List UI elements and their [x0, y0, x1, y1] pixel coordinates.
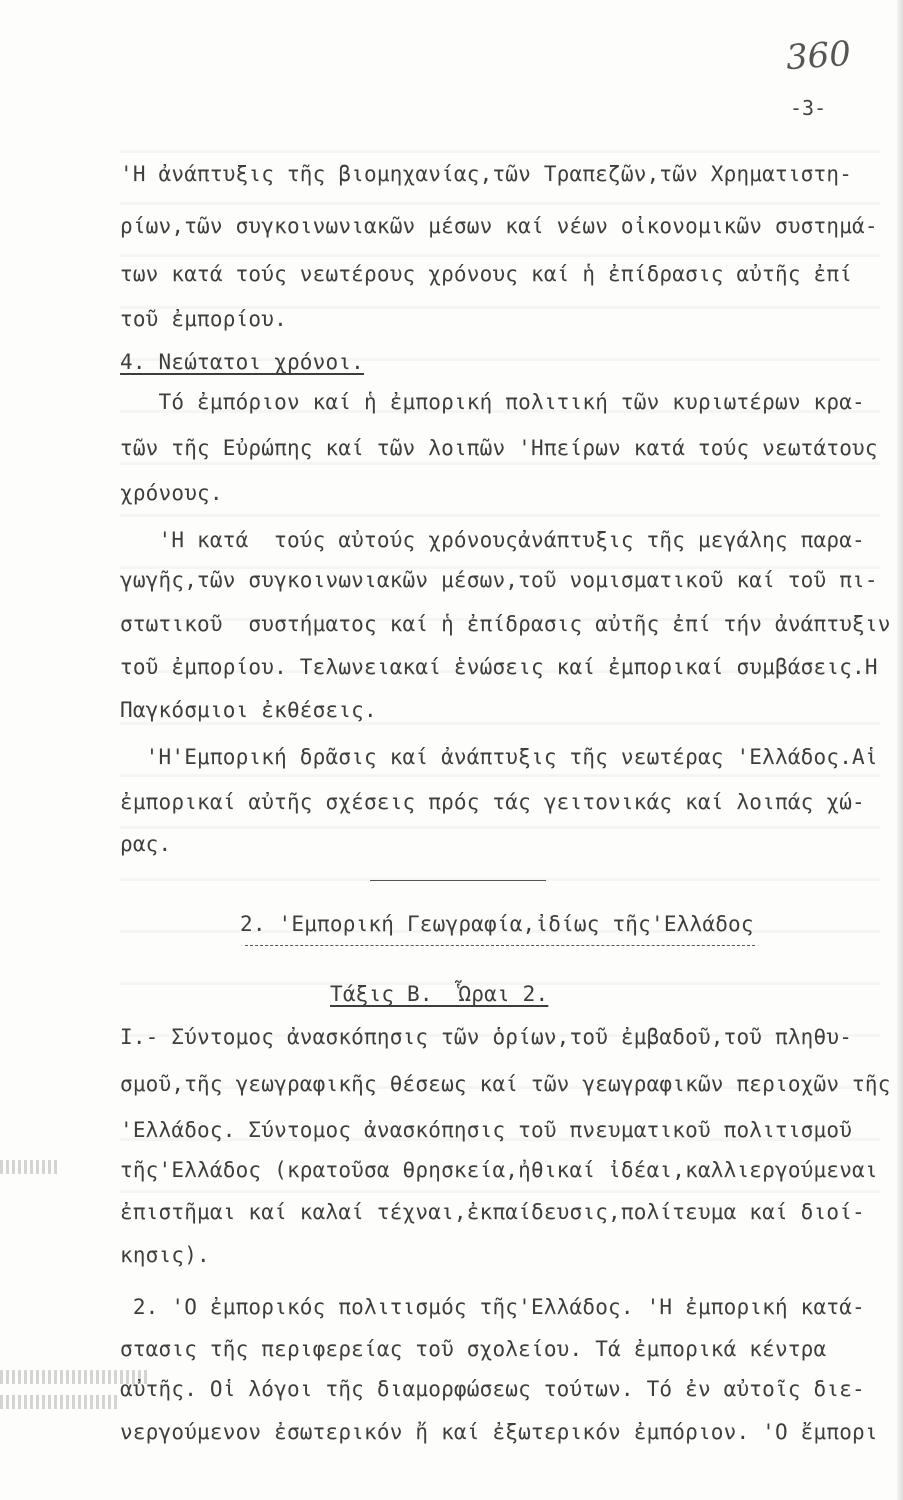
- text-line: 'Η ἀνάπτυξις τῆς βιομηχανίας,τῶν Τραπεζῶν,τῶν Χρηματιστη-: [120, 162, 853, 186]
- text-line: 'Ελλάδος. Σύντομος ἀνασκόπησις τοῦ πνευματικοῦ πολιτισμοῦ: [120, 1118, 853, 1142]
- separator-rule: [370, 880, 546, 881]
- text-line: ἐπιστῆμαι καί καλαί τέχναι,ἐκπαίδευσις,πολίτευμα καί διοί-: [120, 1200, 865, 1224]
- heading-underline: [245, 945, 755, 946]
- handwritten-page-number: 360: [784, 33, 853, 79]
- text-line: στασις τῆς περιφερείας τοῦ σχολείου. Τά ἐμπορικά κέντρα: [120, 1337, 827, 1361]
- text-line: ἐμπορικαί αὐτῆς σχέσεις πρός τάς γειτονικάς καί λοιπάς χώ-: [120, 790, 865, 814]
- text-line: τῶν τῆς Εὐρώπης καί τῶν λοιπῶν 'Ηπείρων κατά τούς νεωτάτους: [120, 436, 878, 460]
- text-line: Τό ἐμπόριον καί ἡ ἐμπορική πολιτική τῶν κυριωτέρων κρα-: [120, 390, 865, 414]
- text-line: χρόνους.: [120, 481, 223, 505]
- text-line: Ι.- Σύντομος ἀνασκόπησις τῶν ὁρίων,τοῦ ἐμβαδοῦ,τοῦ πληθυ-: [120, 1025, 853, 1049]
- section-heading: 4. Νεώτατοι χρόνοι.: [120, 350, 365, 374]
- margin-mark: [0, 1160, 60, 1174]
- text-line: Παγκόσμιοι ἐκθέσεις.: [120, 698, 377, 722]
- text-line: σμοῦ,τῆς γεωγραφικῆς θέσεως καί τῶν γεωγραφικῶν περιοχῶν τῆς: [120, 1072, 891, 1096]
- text-line: γωγῆς,τῶν συγκοινωνιακῶν μέσων,τοῦ νομισματικοῦ καί τοῦ πι-: [120, 568, 878, 592]
- text-line: 'Η κατά τούς αὐτούς χρόνουςἀνάπτυξις τῆς μεγάλης παρα-: [120, 528, 865, 552]
- text-line: 'Η'Εμπορική δρᾶσις καί ἀνάπτυξις τῆς νεωτέρας 'Ελλάδος.Αἱ: [120, 745, 878, 769]
- section-heading: 2. 'Εμπορική Γεωγραφία,ἰδίως τῆς'Ελλάδος: [240, 912, 754, 936]
- page-edge: [897, 0, 903, 1500]
- text-line: των κατά τούς νεωτέρους χρόνους καί ἡ ἐπίδρασις αὐτῆς ἐπί: [120, 262, 853, 286]
- margin-mark: [0, 1395, 120, 1409]
- typed-page-number: -3-: [790, 96, 827, 120]
- text-line: στωτικοῦ συστήματος καί ἡ ἐπίδρασις αὐτῆς ἐπί τήν ἀνάπτυξιν: [120, 612, 891, 636]
- text-line: νεργούμενον ἐσωτερικόν ἤ καί ἐξωτερικόν ἐμπόριον. 'Ο ἔμπορι: [120, 1420, 878, 1444]
- text-line: 2. 'Ο ἐμπορικός πολιτισμός τῆς'Ελλάδος. 'Η ἐμπορική κατά-: [120, 1295, 865, 1319]
- text-line: ρίων,τῶν συγκοινωνιακῶν μέσων καί νέων οἰκονομικῶν συστημά-: [120, 214, 878, 238]
- text-line: αὐτῆς. Οἱ λόγοι τῆς διαμορφώσεως τούτων. Τό ἐν αὐτοῖς διε-: [120, 1377, 865, 1401]
- class-hours-label: Τάξις Β. Ὧραι 2.: [330, 982, 549, 1006]
- text-line: τῆς'Ελλάδος (κρατοῦσα θρησκεία,ἠθικαί ἰδέαι,καλλιεργούμεναι: [120, 1158, 878, 1182]
- text-line: ρας.: [120, 832, 172, 856]
- text-line: κησις).: [120, 1243, 210, 1267]
- text-line: τοῦ ἐμπορίου. Τελωνειακαί ἑνώσεις καί ἐμπορικαί συμβάσεις.Η: [120, 655, 878, 679]
- text-line: τοῦ ἐμπορίου.: [120, 307, 287, 331]
